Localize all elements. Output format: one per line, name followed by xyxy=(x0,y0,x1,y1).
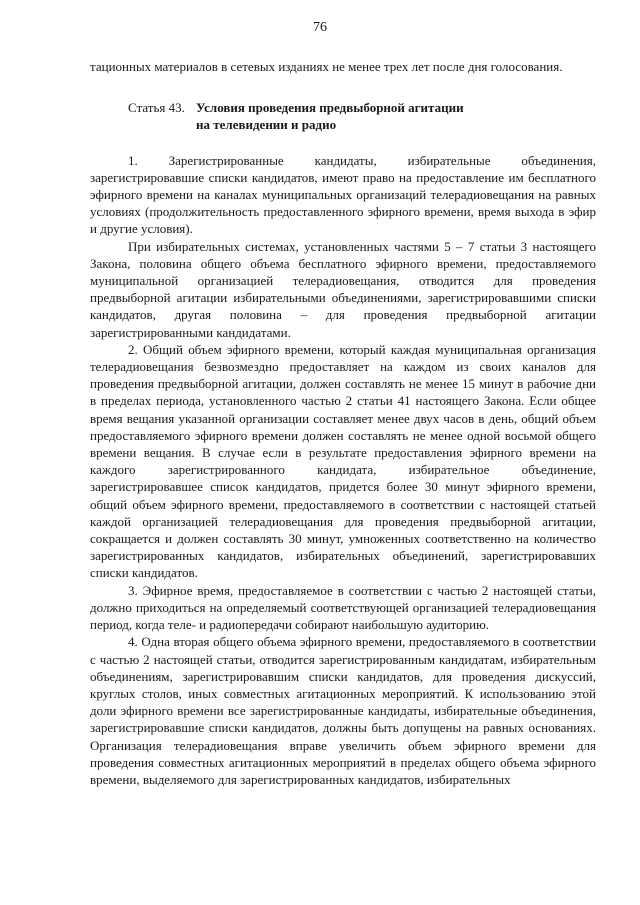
article-heading xyxy=(90,99,596,133)
article-number: Статья 43. xyxy=(128,100,185,116)
paragraph-5: 4. Одна вторая общего объема эфирного времени, предоставляемого в соответствии с частью 2 настоящей статьи, отводится зарегистрированным кандидатам, избирательным объединениям, зарегистрировавшим списки кандидатов, для проведения дискуссий, круглых столов, иных совместных агитационных мероприятий. К использованию этой доли эфирного времени все зарегистрированные кандидаты, избирательные объединения, зарегистрировавшие списки кандидатов, должны быть допущены на равных основаниях. Организация телерадиовещания вправе увеличить объем эфирного времени для проведения совместных агитационных мероприятий в пределах общего объема эфирного времени, выделяемого для зарегистрированных кандидатов, избирательных xyxy=(90,634,596,787)
page-content xyxy=(90,58,596,788)
paragraph-2: При избирательных системах, установленных частями 5 – 7 статьи 3 настоящего Закона, половина общего объема бесплатного эфирного времени, предоставляемого муниципальной организацией телерадиовещания, отводится для проведения предвыборной агитации избирательными объединениями, зарегистрировавшими списки кандидатов, другая половина – для проведения предвыборной агитации зарегистрированными кандидатами. xyxy=(90,238,596,340)
page-number: 76 xyxy=(313,20,327,35)
paragraph-4: 3. Эфирное время, предоставляемое в соответствии с частью 2 настоящей статьи, должно приходиться на определяемый соответствующей организацией телерадиовещания период, когда теле- и радиопередачи собирают наибольшую аудиторию. xyxy=(90,582,596,633)
paragraph-3: 2. Общий объем эфирного времени, который каждая муниципальная организация телерадиовещания безвозмездно предоставляет на каждом из своих каналов для проведения предвыборной агитации, должен составлять не менее 15 минут в рабочие дни в пределах периода, установленного частью 2 статьи 41 настоящего Закона. Если общее время вещания указанной организации составляет менее двух часов в день, общий объем предоставляемого эфирного времени должен составлять не менее одной восьмой общего времени вещания. В случае если в результате предоставления эфирного времени на каждого зарегистрированного кандидата, избирательное объединение, зарегистрировавшее список кандидатов, придется более 30 минут эфирного времени, общий объем эфирного времени, предоставляемого в соответствии с настоящей статьей каждой организацией телерадиовещания для проведения предвыборной агитации, сокращается и должен составлять 30 минут, умноженных соответственно на количество зарегистрированных кандидатов, избирательных объединений, зарегистрировавших списки кандидатов. xyxy=(90,341,596,581)
paragraph-1: 1. Зарегистрированные кандидаты, избирательные объединения, зарегистрировавшие списки кандидатов, имеют право на предоставление им бесплатного эфирного времени на каналах муниципальных организаций телерадиовещания на равных условиях (продолжительность предоставленного эфирного времени, время выхода в эфир и другие условия). xyxy=(90,152,596,237)
article-title-line1: Условия проведения предвыборной агитации xyxy=(196,100,464,116)
continuation-text: тационных материалов в сетевых изданиях не менее трех лет после дня голосования. xyxy=(90,59,563,74)
article-title-line2: на телевидении и радио xyxy=(196,117,337,133)
article-title xyxy=(196,99,464,133)
